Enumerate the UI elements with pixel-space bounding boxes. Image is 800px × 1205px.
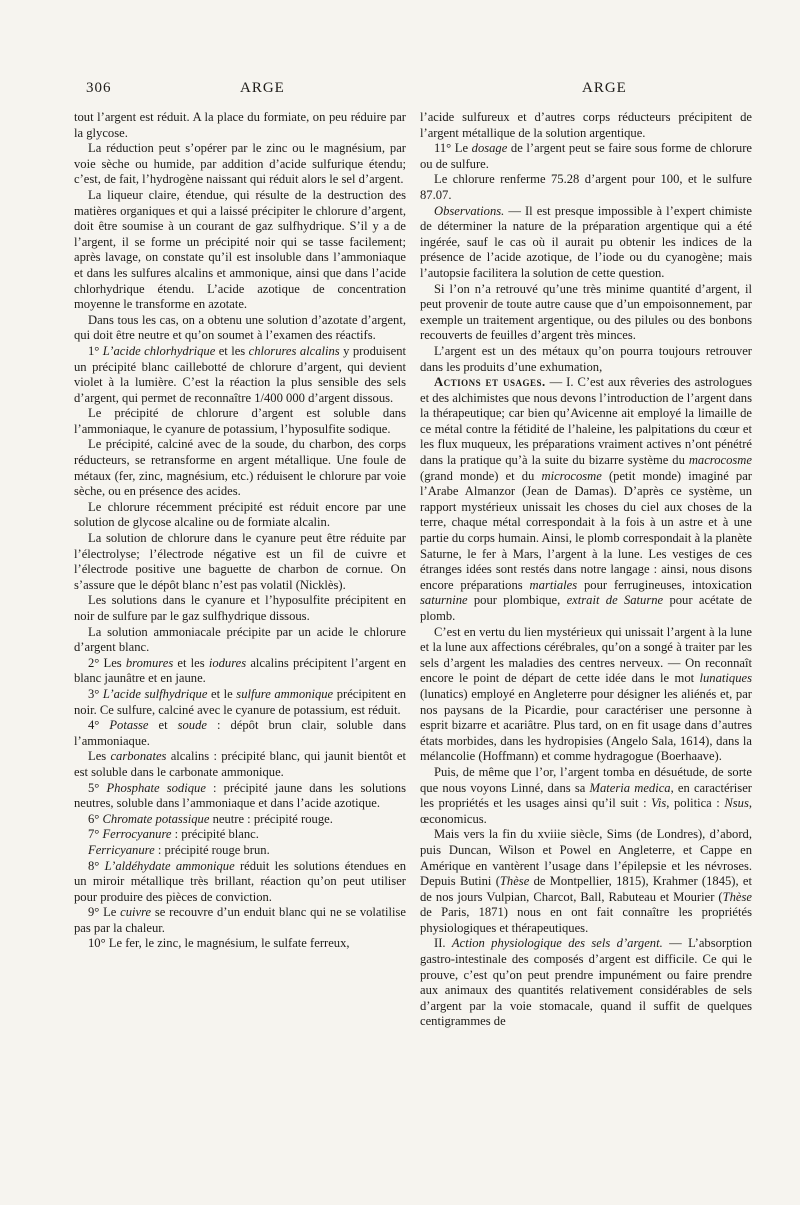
text-run: La réduction peut s’opérer par le zinc ou le magnésium, par voie sèche ou humide, par addition d’acide sulfurique étendu; c’est, de fait, l’hydrogène naissant qui réduit alors le sel d’argent. xyxy=(74,141,406,187)
italic-text: bromures xyxy=(125,655,174,670)
italic-text: Materia medica xyxy=(589,780,671,795)
paragraph xyxy=(74,749,406,780)
italic-text: Vis xyxy=(651,796,667,811)
paragraph xyxy=(74,110,406,141)
paragraph xyxy=(74,781,406,812)
text-run: 8° xyxy=(88,858,105,873)
text-run: 9° Le xyxy=(88,905,121,920)
text-run: — I. C’est aux rêveries des astrologues et des alchimistes que nous devons l’introduction de l’argent dans la thérapeutique; car bien qu’Avicenne ait employé la limaille de ce métal contre la fétidité de l’haleine, les palpitations du cœur et les flux muqueux, les préparations vraiment actives n’ont pénétré dans la pratique qu’à la suite du bizarre système du xyxy=(420,375,752,468)
italic-text: martiales xyxy=(529,577,578,592)
page-number: 306 xyxy=(86,80,112,96)
paragraph xyxy=(74,905,406,936)
paragraph xyxy=(420,765,752,827)
text-run: 5° xyxy=(88,780,107,795)
paragraph xyxy=(74,141,406,188)
paragraph xyxy=(74,344,406,406)
text-run: , en caractériser les propriétés et les usages ainsi qu’il suit : xyxy=(420,780,752,811)
italic-text: Observations. xyxy=(434,203,505,218)
text-run: Les solutions dans le cyanure et l’hyposulfite précipitent en noir de sulfure par le gaz sulfhydrique dissous. xyxy=(74,593,406,623)
text-run: C’est en vertu du lien mystérieux qui unissait l’argent à la lune et la lune aux affections cérébrales, qu’on a songé à traiter par les sels d’argent les maladies des centres nerveux. — On reconnaît encore le point de départ de cette idée dans le mot xyxy=(420,624,752,686)
text-run: : précipité rouge brun. xyxy=(154,842,270,857)
paragraph xyxy=(74,936,406,952)
text-run: Mais vers la fin du xviiie siècle, Sims (de Londres), d’abord, puis Duncan, Wilson et Powel en Angleterre, et Cappe en Amérique en vantèrent l’usage dans l’épilepsie et les névroses. Depuis Butini ( xyxy=(420,827,752,889)
italic-text: soude xyxy=(177,718,207,733)
paragraph xyxy=(420,204,752,282)
text-run: de Paris, 1871) nous en ont fait connaître les propriétés physiologiques et thérapeutiques. xyxy=(420,905,752,935)
text-run: Le précipité, calciné avec de la soude, du charbon, des corps réducteurs, se retransforme en argent métallique. Une foule de métaux (fer, zinc, magnésium, etc.) réduisent le chlorure par voie sèche, ou en présence des acides. xyxy=(74,437,406,499)
paragraph xyxy=(74,437,406,499)
text-run: — L’absorption gastro-intestinale des composés d’argent est difficile. Ce qui le prouve, c’est qu’on peut prendre impunément ou faire prendre aux animaux des quantités relativement considérables de sels d’argent par la voie stomacale, quand il suffit de quelques centigrammes de xyxy=(420,936,752,1029)
paragraph xyxy=(74,593,406,624)
italic-text: L’acide chlorhydrique xyxy=(102,343,216,358)
text-run: et xyxy=(148,718,178,733)
paragraph xyxy=(74,827,406,843)
text-run: 2° Les xyxy=(88,655,126,670)
paragraph xyxy=(420,375,752,625)
paragraph xyxy=(74,812,406,828)
text-run: (lunatics) employé en Angleterre pour désigner les aliénés et, par nos paysans de la Picardie, pour caractériser une personne à esprit bizarre et acariâtre. Plus tard, on en fit usage dans d’autres états morbides, dans les hydropisies (Angelo Sala, 1614), dans la mélancolie (Hoffmann) et comme hydragogue (Boerhaave). xyxy=(420,686,752,764)
paragraph xyxy=(420,282,752,344)
italic-text: Action physiologique des sels d’argent. xyxy=(451,936,663,951)
italic-text: chlorures alcalins xyxy=(248,343,340,358)
text-run: alcalins précipitent l’argent en blanc jaunâtre et en jaune. xyxy=(74,655,406,686)
text-run: Le chlorure récemment précipité est réduit encore par une solution de glycose alcaline ou de formiate alcalin. xyxy=(74,499,406,530)
text-run: : précipité blanc. xyxy=(171,827,259,842)
italic-text: lunatiques xyxy=(699,671,752,686)
italic-text: sulfure ammonique xyxy=(236,686,334,701)
text-run: Les xyxy=(88,749,111,764)
paragraph xyxy=(420,625,752,765)
text-run: , politica : xyxy=(666,796,725,811)
text-run: et les xyxy=(173,655,209,670)
left-column xyxy=(74,110,406,952)
text-run: neutre : précipité rouge. xyxy=(209,811,333,826)
text-run: 11° Le xyxy=(434,141,472,156)
italic-text: iodures xyxy=(208,655,247,670)
paragraph xyxy=(74,500,406,531)
paragraph xyxy=(74,531,406,593)
text-run: La solution de chlorure dans le cyanure peut être réduite par l’électrolyse; l’électrode négative est un fil de cuivre et l’électrode positive une baguette de charbon de cornue. On s’assure que le dépôt blanc n’est pas volatil (Nicklès). xyxy=(74,531,406,592)
text-run: 10° Le fer, le zinc, le magnésium, le sulfate ferreux, xyxy=(88,936,350,951)
italic-text: macrocosme xyxy=(688,453,752,468)
text-run: 6° xyxy=(88,811,103,826)
italic-text: Nsus xyxy=(724,796,749,811)
text-run: alcalins : précipité blanc, qui jaunit bientôt et est soluble dans le carbonate ammonique. xyxy=(74,749,406,779)
paragraph xyxy=(420,827,752,936)
running-head xyxy=(0,80,800,102)
text-run: : précipité jaune dans les solutions neutres, soluble dans l’ammoniaque et dans l’acide azotique. xyxy=(74,780,406,811)
paragraph xyxy=(74,687,406,718)
paragraph xyxy=(74,843,406,859)
text-run: pour ferrugineuses, intoxication xyxy=(577,577,752,592)
text-run: pour plombique, xyxy=(467,593,567,608)
italic-text: Chromate potassique xyxy=(102,811,210,826)
text-run: La solution ammoniacale précipite par un acide le chlorure d’argent blanc. xyxy=(74,624,406,655)
text-run: Si l’on n’a retrouvé qu’une très minime quantité d’argent, il peut provenir de toute autre cause que d’un empoisonnement, par exemple un traitement argentique, ou des pilules ou des bonbons recouverts de feuilles d’argent très minces. xyxy=(420,281,752,343)
italic-text: carbonates xyxy=(110,749,167,764)
text-run: — Il est presque impossible à l’expert chimiste de déterminer la nature de la préparation argentique qui a été ingérée, sauf le cas où il aurait pu obtenir les indices de la présence de l’acide azotique, de l’iode ou du cyanogène; mais l’autopsie facilitera la solution de cette question. xyxy=(420,203,752,280)
text-run: pour acétate de plomb. xyxy=(420,593,752,623)
text-run: précipitent en noir. Ce sulfure, calciné avec le cyanure de potassium, est réduit. xyxy=(74,686,406,717)
paragraph xyxy=(420,172,752,203)
running-head-left: ARGE xyxy=(240,80,285,96)
italic-text: microcosme xyxy=(541,468,602,483)
text-run: tout l’argent est réduit. A la place du formiate, on peu réduire par la glycose. xyxy=(74,110,406,140)
text-run: Puis, de même que l’or, l’argent tomba en désuétude, de sorte que nous voyons Linné, dans sa xyxy=(420,764,752,795)
text-run: et les xyxy=(215,343,249,358)
running-head-right: ARGE xyxy=(582,80,627,96)
italic-text: Potasse xyxy=(109,718,149,733)
text-run: l’acide sulfureux et d’autres corps réducteurs précipitent de l’argent métallique de la solution argentique. xyxy=(420,110,752,140)
text-run: 1° xyxy=(88,343,103,358)
text-run: II. xyxy=(434,936,452,951)
text-run: Le chlorure renferme 75.28 d’argent pour 100, et le sulfure 87.07. xyxy=(420,172,752,202)
paragraph xyxy=(420,344,752,375)
right-column xyxy=(420,110,752,1030)
italic-text: saturnine xyxy=(420,593,468,608)
paragraph xyxy=(74,718,406,749)
text-run: 4° xyxy=(88,718,110,733)
paragraph xyxy=(74,859,406,906)
paragraph xyxy=(420,936,752,1030)
text-run: de l’argent peut se faire sous forme de chlorure ou de sulfure. xyxy=(420,141,753,171)
text-run: , œconomicus. xyxy=(420,796,752,826)
text-run: La liqueur claire, étendue, qui résulte de la destruction des matières organiques et qui a laissé précipiter le chlorure d’argent, doit être soumise à un courant de gaz sulfhydrique. S’il y a de l’argent, il se forme un précipité noir qui se tasse facilement; après lavage, on constate qu’il est insoluble dans l’ammoniaque et dans les sulfures alcalins et ammonique, ainsi que dans l’acide chlorhydrique étendu. L’acide azotique de concentration moyenne le transforme en azotate. xyxy=(74,187,406,312)
italic-text: Ferrocyanure xyxy=(102,827,172,842)
paragraph xyxy=(74,313,406,344)
paragraph xyxy=(74,406,406,437)
text-run: y produisent un précipité blanc caillebotté de chlorure d’argent, qui devient violet à la lumière. C’est la réaction la plus sensible des sels d’argent, qui permet de reconnaître 1/400 000 d’argent dissous. xyxy=(74,343,406,405)
text-run: 3° xyxy=(88,686,103,701)
text-run: L’argent est un des métaux qu’on pourra toujours retrouver dans les produits d’une exhumation, xyxy=(420,343,752,374)
italic-text: cuivre xyxy=(120,905,152,920)
text-run: de Montpellier, 1815), Krahmer (1845), et de nos jours Vulpian, Charcot, Ball, Rabuteau et Mourier ( xyxy=(420,874,752,904)
italic-text: dosage xyxy=(471,141,508,156)
text-run: réduit les solutions étendues en un miroir métallique très brillant, réaction qu’on peut utiliser pour produire des pièces de conviction. xyxy=(74,858,406,904)
italic-text: Ferricyanure xyxy=(88,842,155,857)
paragraph xyxy=(420,110,752,141)
section-heading: Actions et usages. xyxy=(434,375,546,390)
paragraph xyxy=(74,625,406,656)
text-run: Le précipité de chlorure d’argent est soluble dans l’ammoniaque, le cyanure de potassium, l’hyposulfite sodique. xyxy=(74,406,406,436)
text-run: se recouvre d’un enduit blanc qui ne se volatilise pas par la chaleur. xyxy=(74,905,406,935)
italic-text: Phosphate sodique xyxy=(106,780,206,795)
text-run: et le xyxy=(207,686,237,701)
italic-text: Thèse xyxy=(499,874,530,889)
italic-text: L’aldéhydate ammonique xyxy=(104,858,235,873)
paragraph xyxy=(74,188,406,313)
text-run: (petit monde) imaginé par l’Arabe Almanzor (Jean de Damas). D’après ce système, un rapport mystérieux unissait les choses du ciel aux choses de la terre, chaque métal correspondait à la fois à un astre et à une partie du corps humain. Ainsi, le plomb correspondait à la planète Saturne, le fer à Mars, l’argent à la lune. Les vestiges de ces étranges idées sont restés dans notre langage : ainsi, nous disons encore préparations xyxy=(420,468,752,592)
text-run: (grand monde) et du xyxy=(420,468,542,483)
text-run: Dans tous les cas, on a obtenu une solution d’azotate d’argent, qui doit être neutre et qu’on soumet à l’examen des réactifs. xyxy=(74,312,406,343)
paragraph xyxy=(74,656,406,687)
paragraph xyxy=(420,141,752,172)
italic-text: extrait de Saturne xyxy=(566,593,664,608)
text-run: 7° xyxy=(88,827,103,842)
italic-text: Thèse xyxy=(722,889,752,904)
italic-text: L’acide sulfhydrique xyxy=(102,686,208,701)
text-run: : dépôt brun clair, soluble dans l’ammoniaque. xyxy=(74,718,406,748)
